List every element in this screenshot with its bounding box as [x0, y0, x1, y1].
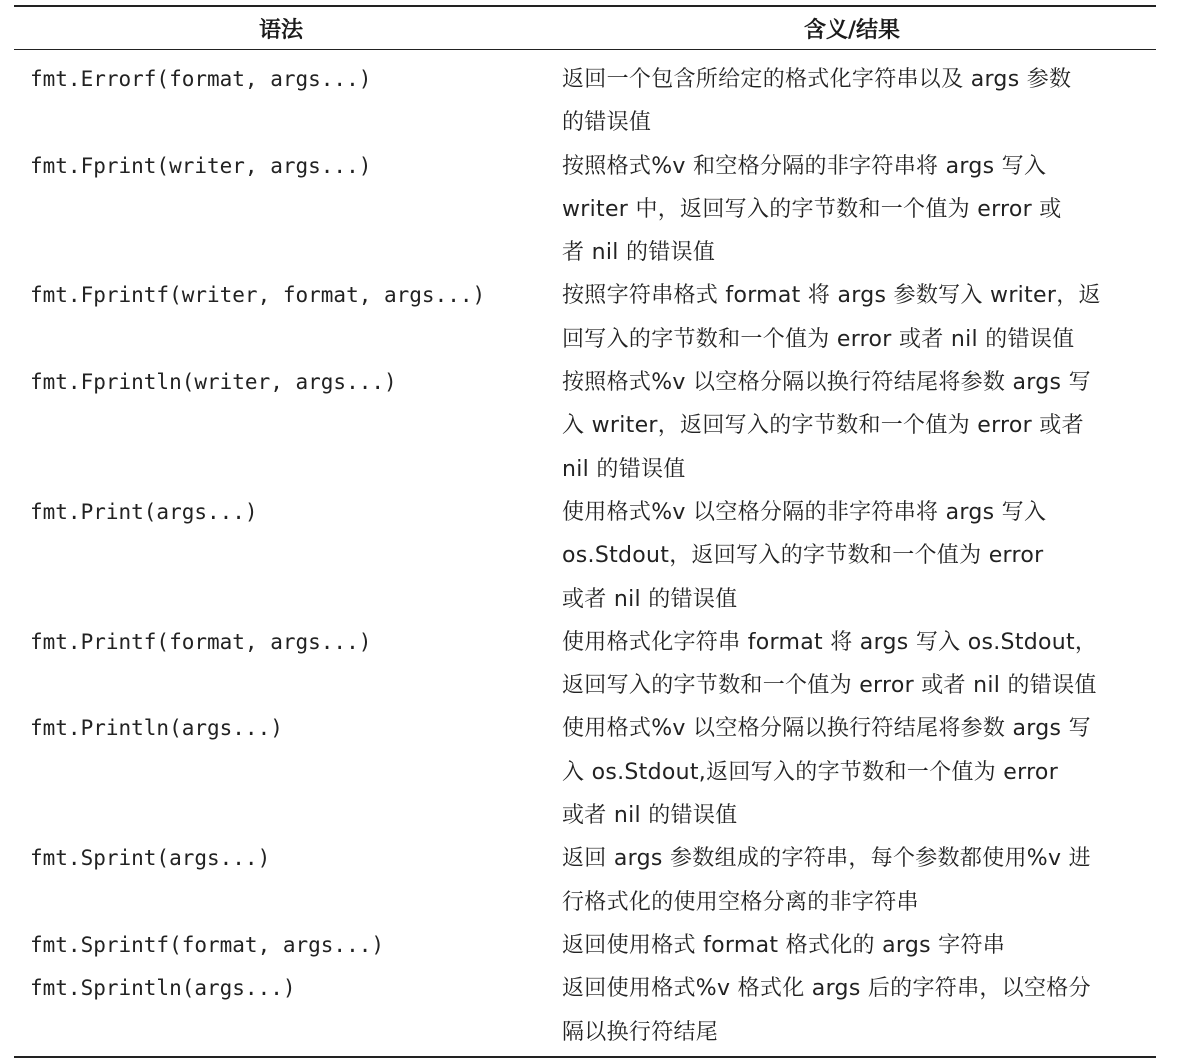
fmt-functions-table [14, 5, 1156, 1058]
table-row [14, 491, 1156, 621]
syntax-cell: fmt.Print(args...) [30, 499, 258, 524]
meaning-line: writer 中，返回写入的字节数和一个值为 error 或 [562, 196, 1062, 222]
syntax-cell: fmt.Fprintln(writer, args...) [30, 370, 397, 395]
meaning-line: 行格式化的使用空格分离的非字符串 [562, 889, 919, 915]
syntax-cell: fmt.Printf(format, args...) [30, 629, 372, 654]
meaning-line: nil 的错误值 [562, 456, 686, 482]
meaning-cell [548, 837, 1156, 924]
meaning-line: 按照格式%v 和空格分隔的非字符串将 args 写入 [562, 153, 1047, 179]
table-row [14, 837, 1156, 924]
table-row [14, 274, 1156, 361]
meaning-cell [548, 924, 1156, 967]
syntax-cell: fmt.Sprint(args...) [30, 846, 271, 871]
table-row [14, 145, 1156, 275]
meaning-line: 返回一个包含所给定的格式化字符串以及 args 参数 [562, 67, 1072, 92]
meaning-cell [548, 707, 1156, 837]
meaning-line: 使用格式%v 以空格分隔以换行符结尾将参数 args 写 [562, 716, 1091, 742]
meaning-line: 或者 nil 的错误值 [562, 803, 738, 829]
table-body [14, 50, 1156, 1056]
meaning-line: 按照格式%v 以空格分隔以换行符结尾将参数 args 写 [562, 370, 1091, 396]
meaning-line: 的错误值 [562, 110, 652, 136]
table-header [14, 7, 1156, 50]
header-syntax: 语法 [258, 17, 303, 43]
meaning-line: 返回写入的字节数和一个值为 error 或者 nil 的错误值 [562, 673, 1097, 699]
syntax-cell: fmt.Fprint(writer, args...) [30, 153, 372, 178]
meaning-line: 入 writer，返回写入的字节数和一个值为 error 或者 [562, 413, 1084, 439]
meaning-line: os.Stdout，返回写入的字节数和一个值为 error [562, 543, 1044, 569]
syntax-cell: fmt.Sprintln(args...) [30, 976, 296, 1001]
syntax-cell: fmt.Errorf(format, args...) [30, 67, 372, 91]
meaning-line: 入 os.Stdout,返回写入的字节数和一个值为 error [562, 759, 1059, 785]
meaning-line: 返回 args 参数组成的字符串，每个参数都使用%v 进 [562, 846, 1091, 872]
meaning-cell [548, 621, 1156, 708]
header-meaning: 含义/结果 [803, 17, 901, 43]
table-row [14, 361, 1156, 491]
meaning-line: 使用格式化字符串 format 将 args 写入 os.Stdout， [562, 629, 1098, 655]
table-row [14, 58, 1156, 145]
meaning-cell [548, 491, 1156, 621]
meaning-line: 按照字符串格式 format 将 args 参数写入 writer，返 [562, 283, 1101, 309]
syntax-cell: fmt.Sprintf(format, args...) [30, 932, 385, 957]
meaning-line: 者 nil 的错误值 [562, 240, 716, 266]
meaning-cell [548, 145, 1156, 275]
meaning-cell [548, 967, 1156, 1054]
meaning-cell [548, 361, 1156, 491]
syntax-cell: fmt.Println(args...) [30, 716, 283, 741]
table-row [14, 707, 1156, 837]
meaning-line: 或者 nil 的错误值 [562, 586, 738, 612]
meaning-line: 返回使用格式%v 格式化 args 后的字符串，以空格分 [562, 976, 1091, 1002]
meaning-line: 使用格式%v 以空格分隔的非字符串将 args 写入 [562, 499, 1047, 525]
table-row [14, 924, 1156, 967]
meaning-line: 回写入的字节数和一个值为 error 或者 nil 的错误值 [562, 326, 1075, 352]
syntax-cell: fmt.Fprintf(writer, format, args...) [30, 283, 486, 308]
meaning-cell [548, 274, 1156, 361]
table-row [14, 621, 1156, 708]
meaning-cell [548, 58, 1156, 145]
meaning-line: 返回使用格式 format 格式化的 args 字符串 [562, 932, 1006, 958]
meaning-line: 隔以换行符结尾 [562, 1019, 719, 1045]
table-row [14, 967, 1156, 1054]
